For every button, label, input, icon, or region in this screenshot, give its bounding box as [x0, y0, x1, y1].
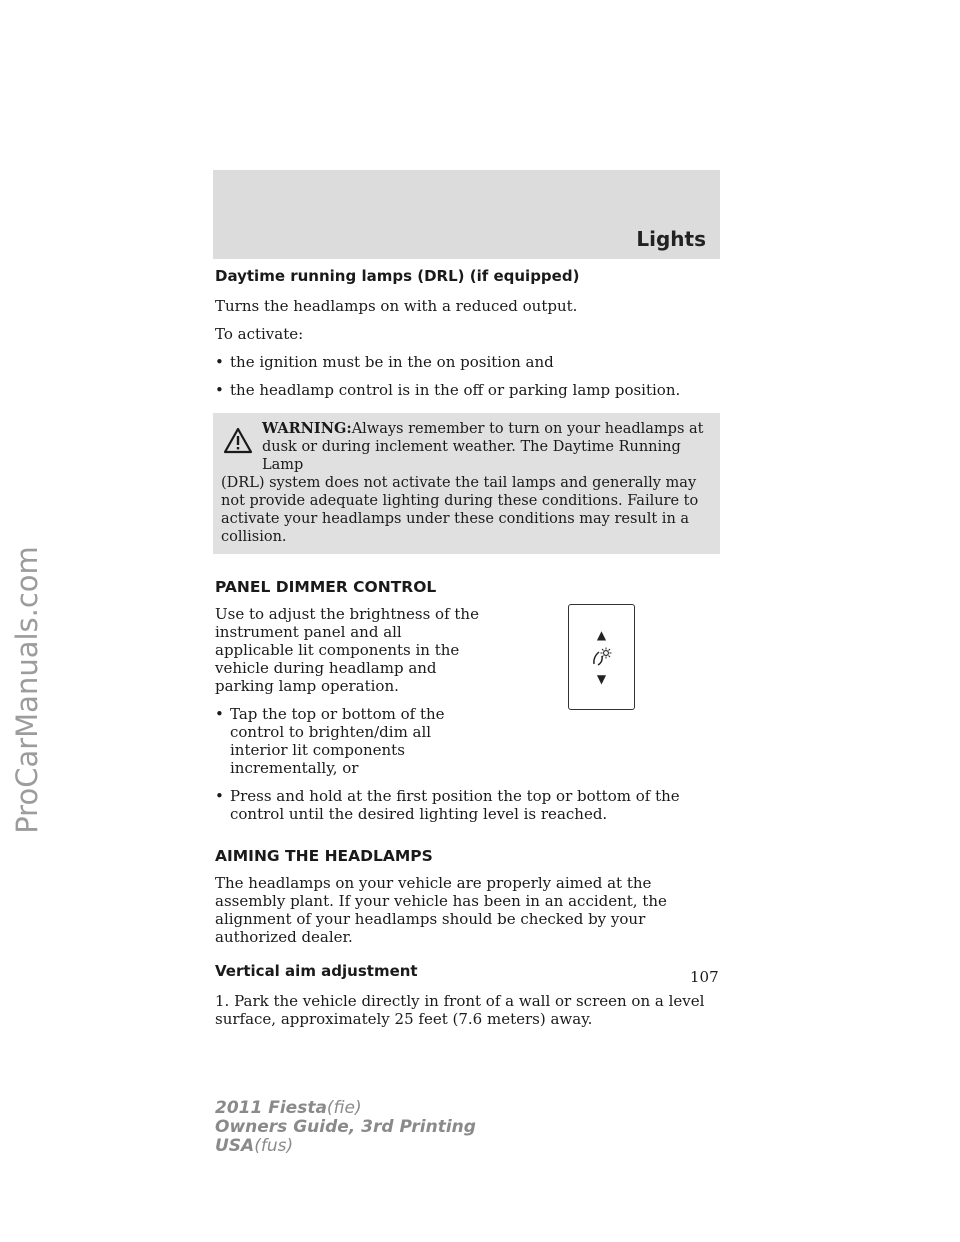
page-number: 107 [690, 968, 719, 986]
drl-activate-label: To activate: [215, 325, 304, 343]
watermark [4, 480, 50, 900]
arrow-down-icon: ▼ [596, 672, 607, 686]
arrow-up-icon: ▲ [596, 628, 607, 642]
drl-bullet-2: • the headlamp control is in the off or parking lamp position. [215, 381, 720, 399]
drl-heading: Daytime running lamps (DRL) (if equipped) [215, 267, 580, 285]
footer-market-code: (fus) [254, 1136, 294, 1156]
warning-line-1: Always remember to turn on your headlamps at [351, 421, 704, 437]
panel-dimmer-bullet-2: • Press and hold at the first position the top or bottom of the control until the desired lighting level is reached. [215, 787, 720, 823]
section-title: Lights [636, 227, 706, 251]
watermark-text: ProCarManuals.com [10, 546, 44, 834]
warning-box [213, 413, 720, 554]
vertical-aim-heading: Vertical aim adjustment [215, 962, 418, 980]
drl-intro: Turns the headlamps on with a reduced output. [215, 297, 578, 315]
footer-model: 2011 Fiesta [215, 1098, 327, 1118]
drl-bullet-1: • the ignition must be in the on position and [215, 353, 720, 371]
section-header [213, 170, 720, 259]
warning-line-2: dusk or during inclement weather. The Daytime Running Lamp [262, 439, 681, 473]
panel-dimmer-section [215, 605, 720, 777]
panel-dimmer-control-illustration [568, 604, 635, 710]
panel-dimmer-intro: Use to adjust the brightness of the instrument panel and all applicable lit components in the vehicle during headlamp and parking lamp operation. [215, 605, 479, 695]
panel-dimmer-bullet-1: • Tap the top or bottom of the control to brighten/dim all interior lit components incrementally, or [215, 705, 480, 777]
panel-dimmer-heading: PANEL DIMMER CONTROL [215, 578, 437, 596]
warning-first-line [221, 420, 712, 438]
footer-market: USA [215, 1136, 255, 1156]
page-content [215, 267, 720, 1038]
vertical-aim-step-1: 1. Park the vehicle directly in front of a wall or screen on a level surface, approximately 25 feet (7.6 meters) away. [215, 992, 705, 1028]
warning-body: (DRL) system does not activate the tail lamps and generally may not provide adequate lighting during these conditions. Failure to activate your headlamps under these conditions may result in a collision. [221, 475, 699, 545]
footer-edition: Owners Guide, 3rd Printing [215, 1117, 476, 1137]
aiming-body: The headlamps on your vehicle are properly aimed at the assembly plant. If your vehicle has been in an accident, the alignment of your headlamps should be checked by your authorized dealer. [215, 874, 667, 946]
panel-dimmer-icon [591, 647, 613, 667]
warning-triangle-icon [223, 427, 253, 454]
footer-model-code: (fie) [326, 1098, 362, 1118]
footer [215, 1099, 476, 1156]
warning-label: WARNING: [262, 420, 352, 437]
aiming-heading: AIMING THE HEADLAMPS [215, 847, 433, 865]
